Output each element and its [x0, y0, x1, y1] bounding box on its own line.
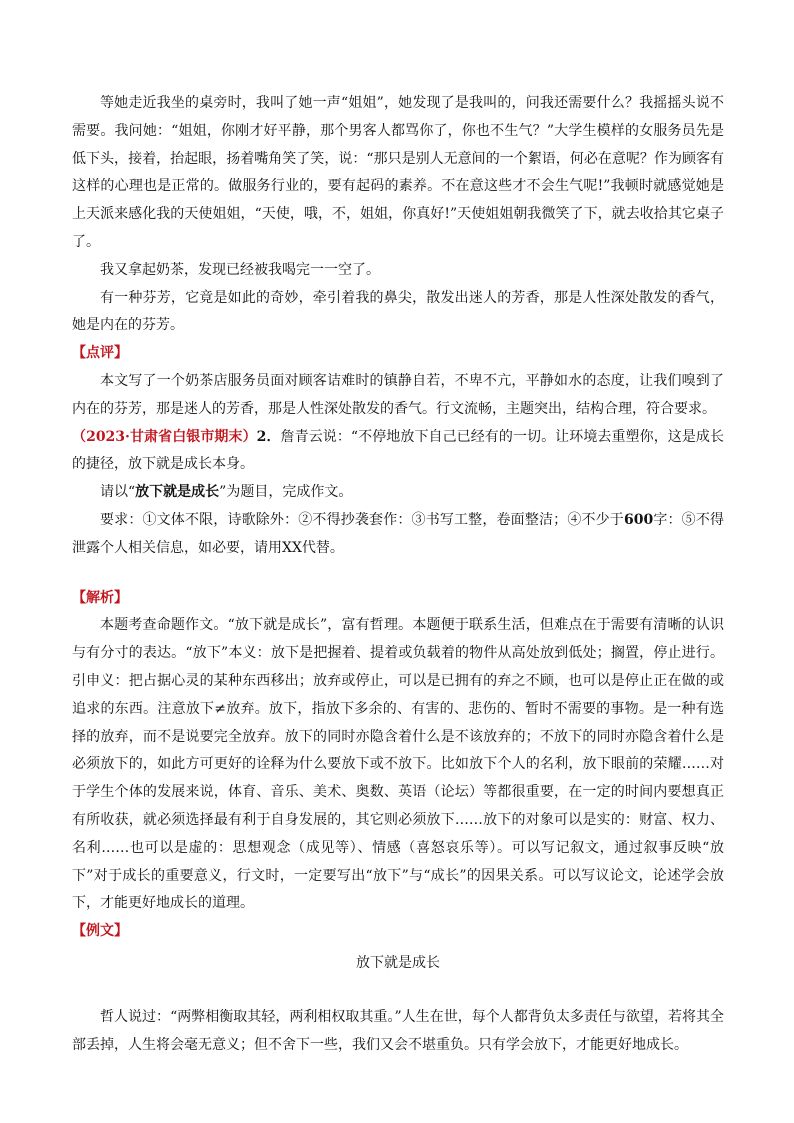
question-requirements	[72, 507, 724, 563]
question-task	[72, 479, 724, 507]
document-page	[72, 90, 724, 1059]
task-prefix: 请以“	[100, 484, 136, 501]
story-paragraph-3: 有一种芬芳，它竟是如此的奇妙，牵引着我的鼻尖，散发出迷人的芳香，那是人性深处散发的香气，她是内在的芬芳。	[72, 289, 724, 334]
analysis-text: 本题考查命题作文。“放下就是成长”，富有哲理。本题便于联系生活，但难点在于需要有清晰的认识与有分寸的表达。“放下”本义：放下是把握着、提着或负载着的物件从高处放到低处；搁置，停止进行。引申义：把占据心灵的某种东西移出；放弃或停止，可以是已拥有的弃之不顾，也可以是停止正在做的或追求的东西。注意放下≠放弃。放下，指放下多余的、有害的、悲伤的、暂时不需要的事物。是一种有选择的放弃，而不是说要完全放弃。放下的同时亦隐含着什么是不该放弃的；不放下的同时亦隐含着什么是必须放下的，如此方可更好的诠释为什么要放下或不放下。比如放下个人的名利，放下眼前的荣耀……对于学生个体的发展来说，体育、音乐、美术、奥数、英语（论坛）等都很重要，在一定的时间内要想真正有所收获，就必须选择最有利于自身发展的，其它则必须放下……放下的对象可以是实的：财富、权力、名利……也可以是虚的：思想观念（成见等）、情感（喜怒哀乐等）。可以写记叙文，通过叙事反映“放下”对于成长的重要意义，行文时，一定要写出“放下”与“成长”的因果关系。可以写议论文，论述学会放下，才能更好地成长的道理。	[72, 617, 724, 912]
question-text: 詹青云说：“不停地放下自己已经有的一切。让环境去重塑你，这是成长的捷径，放下就是成长本身。	[72, 428, 724, 473]
req-prefix: 要求：①文体不限，诗歌除外：②不得抄袭套作：③书写工整，卷面整洁；④不少于	[100, 511, 624, 528]
spacer	[72, 978, 724, 1004]
comment-heading: 【点评】	[72, 345, 128, 362]
spacer	[72, 563, 724, 585]
req-suffix: 字：⑤不得泄露个人相关信息，如必要，请用XX代替。	[72, 511, 725, 556]
comment-text: 本文写了一个奶茶店服务员面对顾客诘难时的镇静自若，不卑不亢，平静如水的态度，让我们嗅到了内在的芬芳，那是迷人的芳香，那是人性深处散发的香气。行文流畅，主题突出，结构合理，符合要求。	[72, 372, 724, 417]
example-heading: 【例文】	[72, 923, 128, 940]
analysis-heading: 【解析】	[72, 589, 128, 606]
example-title: 放下就是成长	[356, 954, 440, 971]
req-word-count: 600	[623, 511, 654, 528]
task-title: 放下就是成长	[135, 484, 220, 501]
example-paragraph-1: 哲人说过：“两弊相衡取其轻，两利相权取其重。”人生在世，每个人都背负太多责任与欲望，若将其全部丢掉，人生将会毫无意义；但不舍下一些，我们又会不堪重负。只有学会放下，才能更好地成长。	[72, 1008, 724, 1053]
task-suffix: ”为题目，完成作文。	[219, 484, 353, 501]
question-prompt	[72, 424, 724, 480]
story-paragraph-1: 等她走近我坐的桌旁时，我叫了她一声“姐姐”，她发现了是我叫的，问我还需要什么？我摇摇头说不需要。我问她：“姐姐，你刚才好平静，那个男客人都骂你了，你也不生气？”大学生模样的女服务员先是低下头，接着，抬起眼，扬着嘴角笑了笑，说：“那只是别人无意间的一个絮语，何必在意呢？作为顾客有这样的心理也是正常的。做服务行业的，要有起码的素养。不在意这些才不会生气呢!”我顿时就感觉她是上天派来感化我的天使姐姐，“天使，哦，不，姐姐，你真好!”天使姐姐朝我微笑了下，就去收拾其它桌子了。	[72, 95, 724, 250]
question-source: （2023·甘肃省白银市期末）	[72, 428, 257, 445]
story-paragraph-2: 我又拿起奶茶，发现已经被我喝完一一空了。	[100, 261, 380, 278]
question-number: 2．	[256, 428, 281, 445]
